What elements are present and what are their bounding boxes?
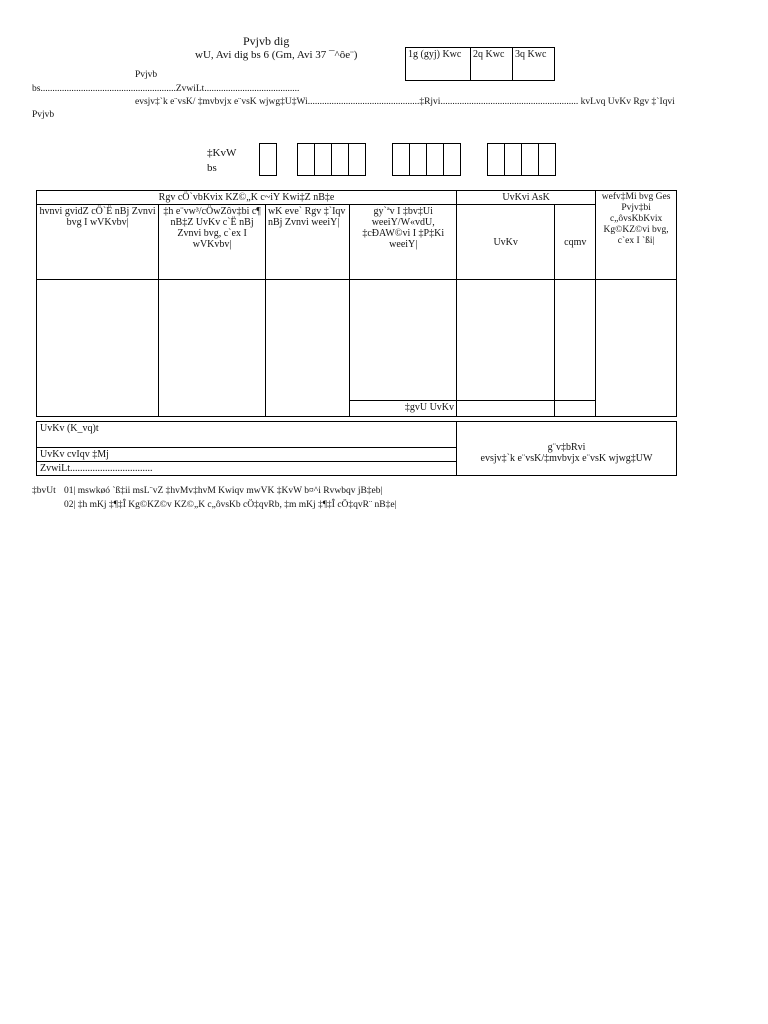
- amount-group-header: UvKvi AsK: [457, 191, 596, 205]
- challan-no-line: bs.........................................................ZvwiLt........................................: [32, 84, 300, 94]
- deposit-org-line: evsjv‡`k e¨vsK/ ‡mvbvjx e¨vsK wjwg‡U‡Wi...............................................‡Rjvi.......................................................... kvLvq UvKv Rgv ‡`Iqvi: [135, 97, 675, 107]
- manager-org: evsjv‡`k e¨vsK/‡mvbvjx e¨vsK wjwg‡UW: [480, 453, 653, 464]
- purpose-header: wK eve` Rgv ‡`Iqv nBj Zvnvi weeiY|: [265, 205, 349, 280]
- total-label: ‡gvU UvKv: [350, 401, 457, 417]
- copy-1: 1g (gyj) Kwc: [406, 48, 471, 81]
- code-box[interactable]: [392, 143, 410, 176]
- note-label: ‡bvUt: [32, 486, 56, 496]
- code-box[interactable]: [504, 143, 522, 176]
- currency-cell[interactable]: [350, 280, 457, 401]
- code-box[interactable]: [538, 143, 556, 176]
- note-2: 02| ‡h mKj ‡¶‡Î Kg©KZ©v KZ©„K c„ôvsKb cÖ‡qvRb, ‡m mKj ‡¶‡Î cÖ‡qvR¨ nB‡e|: [64, 500, 397, 510]
- code-box[interactable]: [409, 143, 427, 176]
- code-label: ‡KvW bs: [207, 147, 237, 174]
- code-box-group-2: [297, 143, 365, 176]
- dept-officer-header: wefv‡Mi bvg Ges Pvjv‡bi c„ôvsKbKvix Kg©KZ©vi bvg, c`ex I `ßi|: [596, 191, 677, 280]
- form-subtitle: wU, Avi dig bs 6 (Gm, Avi 37 ¯^ôe¨): [195, 49, 358, 61]
- code-box[interactable]: [426, 143, 444, 176]
- manager-signature-block: [457, 422, 677, 476]
- copy-2: 2q Kwc: [471, 48, 513, 81]
- code-box[interactable]: [521, 143, 539, 176]
- code-box-group-4: [487, 143, 555, 176]
- amount-received[interactable]: UvKv cvIqv ‡Mj: [37, 448, 457, 462]
- dept-officer-cell[interactable]: [596, 280, 677, 417]
- code-box[interactable]: [487, 143, 505, 176]
- code-box[interactable]: [297, 143, 315, 176]
- currency-header: gy`ªv I ‡bv‡Ui weeiY/W«vdU, ‡cÐAW©vi I ‡P‡Ki weeiY|: [350, 205, 457, 280]
- payee-cell[interactable]: [159, 280, 266, 417]
- amount-in-words[interactable]: UvKv (K_vq)t: [37, 422, 457, 448]
- footer-table: [36, 421, 677, 476]
- copy-3: 3q Kwc: [513, 48, 555, 81]
- total-taka-cell[interactable]: [457, 401, 555, 417]
- purpose-cell[interactable]: [265, 280, 349, 417]
- payee-header: ‡h e¨vw³/cÖwZôv‡bi c¶ nB‡Z UvKv c`Ë nBj Zvnvi bvg, c`ex I wVKvbv|: [159, 205, 266, 280]
- challan-label: Pvjvb: [135, 70, 158, 80]
- code-box[interactable]: [443, 143, 461, 176]
- manager-title: g¨v‡bRvi: [547, 442, 586, 453]
- code-box[interactable]: [331, 143, 349, 176]
- deposit-table: [36, 190, 677, 417]
- footer-date[interactable]: ZvwiLt.................................: [37, 462, 457, 476]
- form-title: Pvjvb dig: [243, 34, 290, 48]
- taka-header: UvKv: [457, 205, 555, 280]
- paisa-cell[interactable]: [555, 280, 596, 401]
- copy-table: [405, 47, 555, 81]
- payer-cell[interactable]: [37, 280, 159, 417]
- code-box-group-3: [392, 143, 460, 176]
- code-box[interactable]: [348, 143, 366, 176]
- challan-label-2: Pvjvb: [32, 110, 55, 120]
- code-box[interactable]: [314, 143, 332, 176]
- code-box-group-1: [259, 143, 276, 176]
- payer-header: hvnvi gvidZ cÖ`Ë nBj Zvnvi bvg I wVKvbv|: [37, 205, 159, 280]
- note-1: 01| mswkøó `ß‡ii msL¨vZ ‡hvMv‡hvM Kwiqv mwVK ‡KvW b¤^i Rvwbqv jB‡eb|: [64, 486, 383, 496]
- paisa-header: cqmv: [555, 205, 596, 280]
- taka-cell[interactable]: [457, 280, 555, 401]
- total-paisa-cell[interactable]: [555, 401, 596, 417]
- depositor-group-header: Rgv cÖ`vbKvix KZ©„K c~iY Kwi‡Z nB‡e: [37, 191, 457, 205]
- code-box[interactable]: [259, 143, 277, 176]
